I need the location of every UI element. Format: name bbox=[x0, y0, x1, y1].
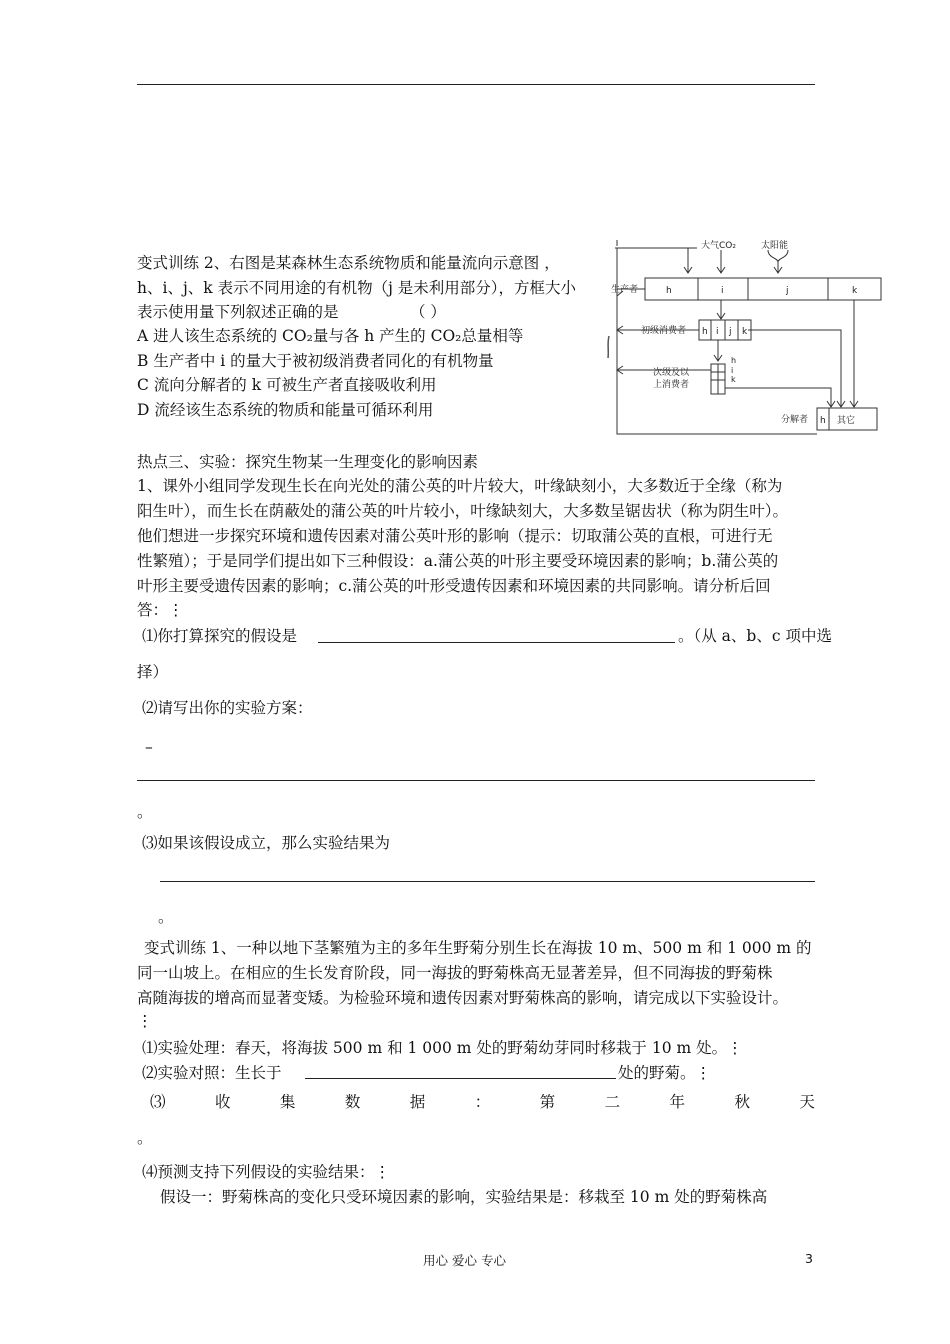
producer-k: k bbox=[852, 286, 858, 296]
secondary-k: k bbox=[731, 375, 736, 384]
producer-label: 生产者 bbox=[611, 285, 639, 295]
decomposer-other: 其它 bbox=[837, 416, 856, 426]
step1: ⑴实验处理：春天，将海拔 500 m 和 1 000 m 处的野菊幼芽同时移栽于 10 m 处。⋮ bbox=[142, 1039, 743, 1057]
producer-j: j bbox=[786, 286, 789, 296]
option-b: B 生产者中 i 的量大于被初级消费者同化的有机物量 bbox=[137, 352, 494, 370]
hot3-title: 热点三、实验：探究生物某一生理变化的影响因素 bbox=[137, 453, 479, 471]
secondary-h: h bbox=[731, 356, 737, 365]
question1-suffix: 。（从 a、b、c 项中选 bbox=[678, 627, 832, 645]
producer-i: i bbox=[721, 286, 724, 296]
question2-period: 。 bbox=[137, 803, 153, 821]
question3-period: 。 bbox=[158, 908, 174, 926]
energy-flow-diagram bbox=[603, 236, 913, 441]
sun-label: 太阳能 bbox=[761, 241, 789, 251]
primary-k: k bbox=[742, 327, 748, 337]
answer-paren: （ ） bbox=[410, 303, 446, 321]
page-number: 3 bbox=[805, 1251, 813, 1266]
hot3-para-line5: 叶形主要受遗传因素的影响；c.蒲公英的叶形受遗传因素和环境因素的共同影响。请分析后回 bbox=[137, 577, 771, 595]
variant2-line2: h、i、j、k 表示不同用途的有机物（j 是未利用部分），方框大小 bbox=[137, 279, 577, 297]
question1-suffix-2: 择） bbox=[137, 663, 169, 681]
question1-label: ⑴你打算探究的假设是 bbox=[142, 627, 298, 645]
step3-char: 秋 bbox=[734, 1093, 750, 1111]
footer-motto: 用心 爱心 专心 bbox=[423, 1253, 506, 1268]
question1-blank[interactable] bbox=[318, 642, 675, 643]
step3-char: 数 bbox=[344, 1093, 361, 1111]
option-d: D 流经该生态系统的物质和能量可循环利用 bbox=[137, 401, 434, 419]
decomposer-label: 分解者 bbox=[781, 415, 809, 425]
step2-label: ⑵实验对照：生长于 bbox=[142, 1064, 282, 1082]
hot3-para-line3: 他们想进一步探究环境和遗传因素对蒲公英叶形的影响（提示：切取蒲公英的直根，可进行无 bbox=[137, 527, 773, 545]
question3-blank[interactable] bbox=[160, 881, 815, 882]
step3-char: 二 bbox=[604, 1093, 621, 1111]
step3-char: ⑶ bbox=[150, 1093, 166, 1111]
secondary-label-1: 次级及以 bbox=[653, 368, 690, 378]
step3-line bbox=[137, 1091, 815, 1113]
step3-char: 天 bbox=[799, 1093, 815, 1111]
secondary-label-2: 上消费者 bbox=[653, 380, 690, 390]
variant1-line4: ⋮ bbox=[137, 1012, 153, 1030]
question3-label: ⑶如果该假设成立，那么实验结果为 bbox=[142, 834, 391, 852]
hot3-para-line4: 性繁殖）；于是同学们提出如下三种假设：a.蒲公英的叶形主要受环境因素的影响；b.蒲公英的 bbox=[137, 552, 779, 570]
step3-period: 。 bbox=[137, 1129, 153, 1147]
question2-blank[interactable] bbox=[137, 780, 815, 781]
step3-char: 据 bbox=[409, 1093, 426, 1111]
primary-i: i bbox=[716, 327, 719, 337]
variant1-line2: 同一山坡上。在相应的生长发育阶段，同一海拔的野菊株高无显著差异，但不同海拔的野菊株 bbox=[137, 964, 773, 982]
hot3-para-line2: 阳生叶），而生长在荫蔽处的蒲公英的叶片较小，叶缘缺刻大，大多数呈锯齿状（称为阴生叶）。 bbox=[137, 502, 789, 520]
option-a: A 进人该生态系统的 CO₂量与各 h 产生的 CO₂总量相等 bbox=[137, 327, 524, 345]
variant1-line3: 高随海拔的增高而显著变矮。为检验环境和遗传因素对野菊株高的影响，请完成以下实验设计。 bbox=[137, 989, 789, 1007]
co2-label: 大气CO₂ bbox=[701, 241, 736, 251]
hot3-para-line6: 答：⋮ bbox=[137, 601, 184, 619]
primary-j: j bbox=[729, 327, 732, 337]
option-c: C 流向分解者的 k 可被生产者直接吸收利用 bbox=[137, 376, 437, 394]
step3-char: 第 bbox=[539, 1093, 556, 1111]
step2-blank[interactable] bbox=[305, 1078, 616, 1079]
step4: ⑷预测支持下列假设的实验结果：⋮ bbox=[142, 1163, 391, 1181]
producer-h: h bbox=[666, 286, 672, 296]
hypothesis1: 假设一：野菊株高的变化只受环境因素的影响，实验结果是：移栽至 10 m 处的野菊株高 bbox=[160, 1188, 768, 1206]
step3-char: 集 bbox=[279, 1093, 296, 1111]
step2-suffix: 处的野菊。⋮ bbox=[618, 1064, 712, 1082]
question2-dash: – bbox=[145, 738, 153, 756]
step3-char: ： bbox=[474, 1093, 491, 1111]
primary-h: h bbox=[702, 327, 708, 337]
variant1-line1: 变式训练 1、一种以地下茎繁殖为主的多年生野菊分别生长在海拔 10 m、500 m 和 1 000 m 的 bbox=[144, 939, 812, 957]
primary-label: 初级消费者 bbox=[641, 326, 687, 336]
header-rule bbox=[137, 84, 815, 85]
decomposer-h: h bbox=[820, 416, 826, 426]
step3-char: 年 bbox=[669, 1093, 686, 1111]
hot3-para-line1: 1、课外小组同学发现生长在向光处的蒲公英的叶片较大，叶缘缺刻小，大多数近于全缘（称为 bbox=[137, 477, 783, 495]
secondary-i: i bbox=[731, 366, 734, 375]
question2-label: ⑵请写出你的实验方案： bbox=[142, 699, 313, 717]
variant2-line3: 表示使用量下列叙述正确的是 bbox=[137, 303, 339, 321]
step3-char: 收 bbox=[214, 1093, 231, 1111]
variant2-line1: 变式训练 2、右图是某森林生态系统物质和能量流向示意图 ， bbox=[137, 254, 560, 272]
